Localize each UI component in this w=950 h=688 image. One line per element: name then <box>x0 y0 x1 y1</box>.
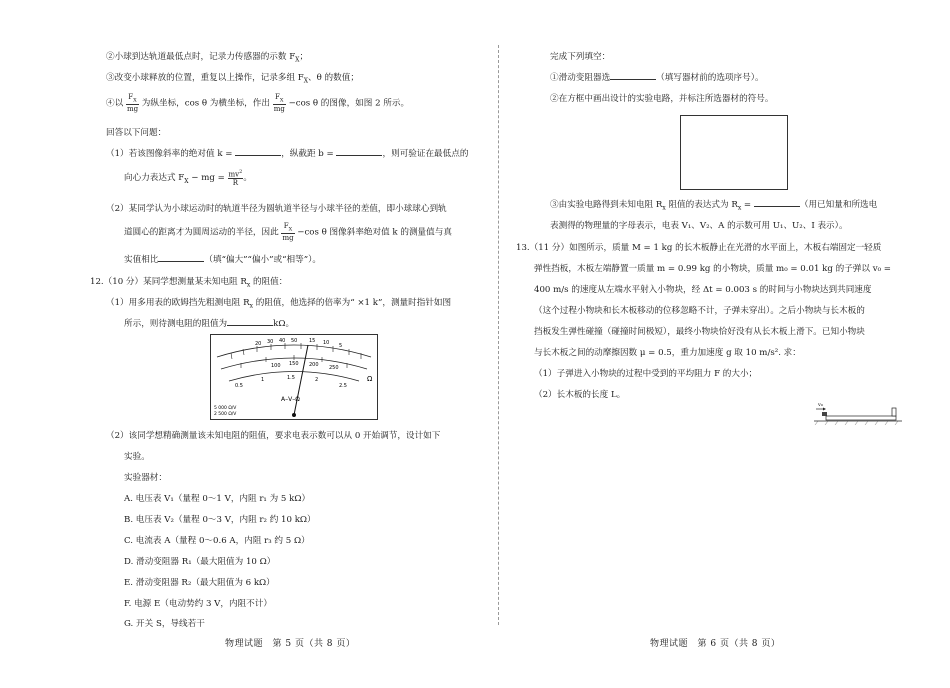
blank-compare[interactable] <box>158 251 204 262</box>
equipment-c: C. 电流表 A（量程 0～0.6 A，内阻 r₃ 约 5 Ω） <box>124 536 310 546</box>
ohm-symbol: Ω <box>367 375 373 383</box>
blank-b[interactable] <box>336 145 382 156</box>
question-12-2-3: ③由实验电路得到未知电阻 $R_x$ 阻值的表达式为 $R_x$ = （用已知量和所选电 <box>550 196 877 218</box>
question-13-1: （1）子弹进入小物块的过程中受到的平均阻力 F 的大小； <box>534 369 758 379</box>
step-3: ③改变小球释放的位置，重复以上操作，记录多组 $F_X$、θ 的数值； <box>106 73 359 85</box>
tick-label-10: 10 <box>323 340 330 346</box>
question-12-2-3-cont: 表测得的物理量的字母表示，电表 V₁、V₂、A 的示数可用 U₁、U₂、I 表示）。 <box>550 221 848 231</box>
equipment-f: F. 电源 E（电动势约 3 V，内阻不计） <box>124 599 272 609</box>
question-11-2: （2）某同学认为小球运动时的轨道半径为圆轨道半径与小球半径的差值，即小球球心到轨 <box>106 204 447 214</box>
question-11-2-end: 实值相比 （填“偏大”“偏小”或“相等”）。 <box>124 251 321 270</box>
force-expression: 向心力表达式 $F_X$ − mg = $\frac{mv^2}{R}$ 。 <box>124 169 252 188</box>
tick-label-20: 20 <box>255 341 262 347</box>
question-12-2-cont: 实验。 <box>124 452 150 462</box>
question-13-line3: 400 m/s 的速度从左端水平射入小物块，经 Δt = 0.003 s 的时间与小物块达到共同速度 <box>534 285 872 295</box>
velocity-arrowhead <box>823 408 826 411</box>
question-12: 12.（10 分）某同学想测量某未知电阻 $R_x$ 的阻值： <box>90 277 288 289</box>
tick-label-1.5: 1.5 <box>287 375 295 381</box>
small-block <box>822 412 827 416</box>
question-13-line2: 弹性挡板，木板左端静置一质量 m = 0.99 kg 的小物块，质量 m₀ = 0.01 kg 的子弹以 v₀ = <box>534 264 891 274</box>
elastic-baffle <box>892 408 896 416</box>
long-board <box>826 416 896 420</box>
tick-label-250: 250 <box>329 365 339 371</box>
multimeter-dial <box>211 335 377 419</box>
tick-label-5: 5 <box>339 343 343 349</box>
fraction-mv2-r: $\frac{mv^2}{R}$ <box>228 169 243 188</box>
tick-label-1: 1 <box>261 377 265 383</box>
v0-label: v₀ <box>818 402 823 408</box>
spec-label-1: 5 000 Ω/V <box>214 406 237 411</box>
spec-label-2: 2 500 Ω/V <box>214 412 237 417</box>
equipment-d: D. 滑动变阻器 R₁（最大阻值为 10 Ω） <box>124 557 276 567</box>
multimeter-dial-figure <box>210 334 378 420</box>
page-footer-left: 物理试题 第 5 页（共 8 页） <box>225 639 356 649</box>
question-12-1-cont: 所示，则待测电阻的阻值为 kΩ。 <box>124 315 294 334</box>
equipment-a: A. 电压表 V₁（量程 0～1 V，内阻 r₁ 为 5 kΩ） <box>124 494 311 504</box>
question-13: 13.（11 分）如图所示，质量 M = 1 kg 的长木板静止在光滑的水平面上，木板右端固定一轻质 <box>516 243 882 253</box>
answer-prompt: 回答以下问题： <box>106 128 167 138</box>
question-12-1: （1）用多用表的欧姆挡先粗测电阻 $R_x$ 的阻值，他选择的倍率为“ ×1 k”，测量时指针如图 <box>106 298 452 310</box>
mode-label: A–V–Ω <box>281 396 300 403</box>
board-block-figure <box>812 400 904 428</box>
meter-needle <box>294 345 308 415</box>
question-13-line6: 与长木板之间的动摩擦因数 μ = 0.5，重力加速度 g 取 10 m/s². 求： <box>534 348 801 358</box>
circuit-drawing-box[interactable] <box>680 115 788 190</box>
question-12-2-2: ②在方框中画出设计的实验电路，并标注所选器材的符号。 <box>550 94 774 104</box>
step-4: ④以 $\frac{F_X}{mg}$ 为纵坐标，cos θ 为横坐标，作出 $\frac{F_X}{mg}$ −cos θ 的图像，如图 2 所示。 <box>106 93 410 114</box>
question-13-line4: （这个过程小物块和长木板移动的位移忽略不计，子弹未穿出）。之后小物块与长木板的 <box>534 306 865 316</box>
question-13-2: （2）长木板的长度 L。 <box>534 390 626 400</box>
fill-instruction: 完成下列填空： <box>550 52 611 62</box>
blank-expression[interactable] <box>754 196 800 207</box>
equipment-title: 实验器材： <box>124 473 167 483</box>
fraction-fx-mg: $\frac{F_X}{mg}$ <box>126 93 139 114</box>
fraction-fx-mg: $\frac{F_X}{mg}$ <box>273 93 285 114</box>
step-2: ②小球到达轨道最低点时，记录力传感器的示数 $F_X$； <box>106 52 309 64</box>
tick-label-200: 200 <box>309 362 319 368</box>
page-footer-right: 物理试题 第 6 页（共 8 页） <box>650 639 781 649</box>
equipment-b: B. 电压表 V₂（量程 0～3 V，内阻 r₂ 约 10 kΩ） <box>124 515 316 525</box>
tick-label-40: 40 <box>279 338 286 344</box>
tick-label-100: 100 <box>271 363 281 369</box>
blank-resistance[interactable] <box>227 315 273 326</box>
tick-label-15: 15 <box>309 338 316 344</box>
tick-label-2: 2 <box>315 377 319 383</box>
column-divider <box>498 45 499 625</box>
blank-rheostat[interactable] <box>610 69 656 80</box>
tick-label-2.5: 2.5 <box>339 383 347 389</box>
tick-label-50: 50 <box>291 338 298 344</box>
question-12-2: （2）该同学想精确测量该未知电阻的阻值，要求电表示数可以从 0 开始调节，设计如下 <box>106 431 441 441</box>
tick-label-30: 30 <box>267 339 274 345</box>
question-13-line5: 挡板发生弹性碰撞（碰撞时间极短），最终小物块恰好没有从长木板上滑下。已知小物块 <box>534 327 865 337</box>
fraction-fx-mg: $\frac{F_X}{mg}$ <box>282 222 294 243</box>
tick-label-0.5: 0.5 <box>235 383 243 389</box>
needle-pivot <box>292 413 296 417</box>
question-11-2-cont: 道圆心的距离才为圆周运动的半径，因此 $\frac{F_X}{mg}$ −cos θ 图像斜率绝对值 k 的测量值与真 <box>124 222 452 243</box>
ground-hatching <box>815 421 898 425</box>
equipment-e: E. 滑动变阻器 R₂（最大阻值为 6 kΩ） <box>124 578 275 588</box>
equipment-g: G. 开关 S，导线若干 <box>124 619 205 629</box>
board-figure-svg <box>812 400 904 428</box>
tick-label-150: 150 <box>289 361 299 367</box>
question-12-2-1: ①滑动变阻器选 （填写器材前的选项序号）。 <box>550 69 764 88</box>
blank-k[interactable] <box>235 145 281 156</box>
question-11-1: （1）若该图像斜率的绝对值 k = ，纵截距 b = ，则可验证在最低点的 <box>106 145 468 164</box>
